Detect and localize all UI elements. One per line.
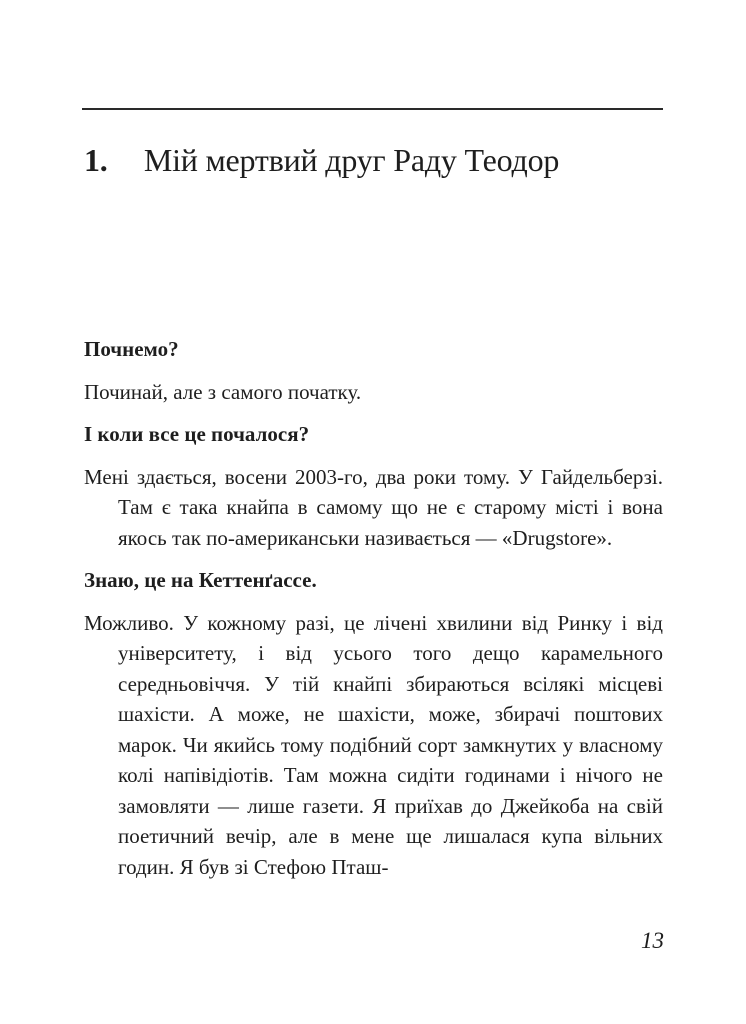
answer: Можливо. У кожному разі, це лічені хвилини від Ринку і від університету, і від усього того дещо карамельного середньовіччя. У тій кнайпі збираються всілякі місцеві шахісти. А може, не шахісти, може, збирачі поштових марок. Чи якийсь тому подібний сорт замкнутих у власному колі напівідіотів. Там можна сидіти годинами і нічого не замовляти — лише газети. Я приїхав до Джейкоба на свій поетичний вечір, але в мене ще лишалася купа вільних годин. Я був зі Стефою Пташ- — [84, 610, 663, 879]
interview-text — [84, 334, 663, 894]
chapter-number: 1. — [84, 142, 108, 178]
page-number: 13 — [641, 928, 664, 953]
chapter-title-text: Мій мертвий друг Раду Теодор — [143, 142, 560, 178]
question: Знаю, це на Кеттенґассе. — [84, 568, 317, 592]
question: І коли все це почалося? — [84, 422, 310, 446]
question: Почнемо? — [84, 337, 179, 361]
answer: Мені здається, восени 2003-го, два роки тому. У Гайдельберзі. Там є така кнайпа в самому що не є старому місті і вона якось так по-американськи називається — «Drugstore». — [84, 464, 663, 550]
header-rule — [82, 108, 663, 110]
answer: Починай, але з самого початку. — [84, 379, 362, 404]
chapter-title — [84, 140, 559, 180]
